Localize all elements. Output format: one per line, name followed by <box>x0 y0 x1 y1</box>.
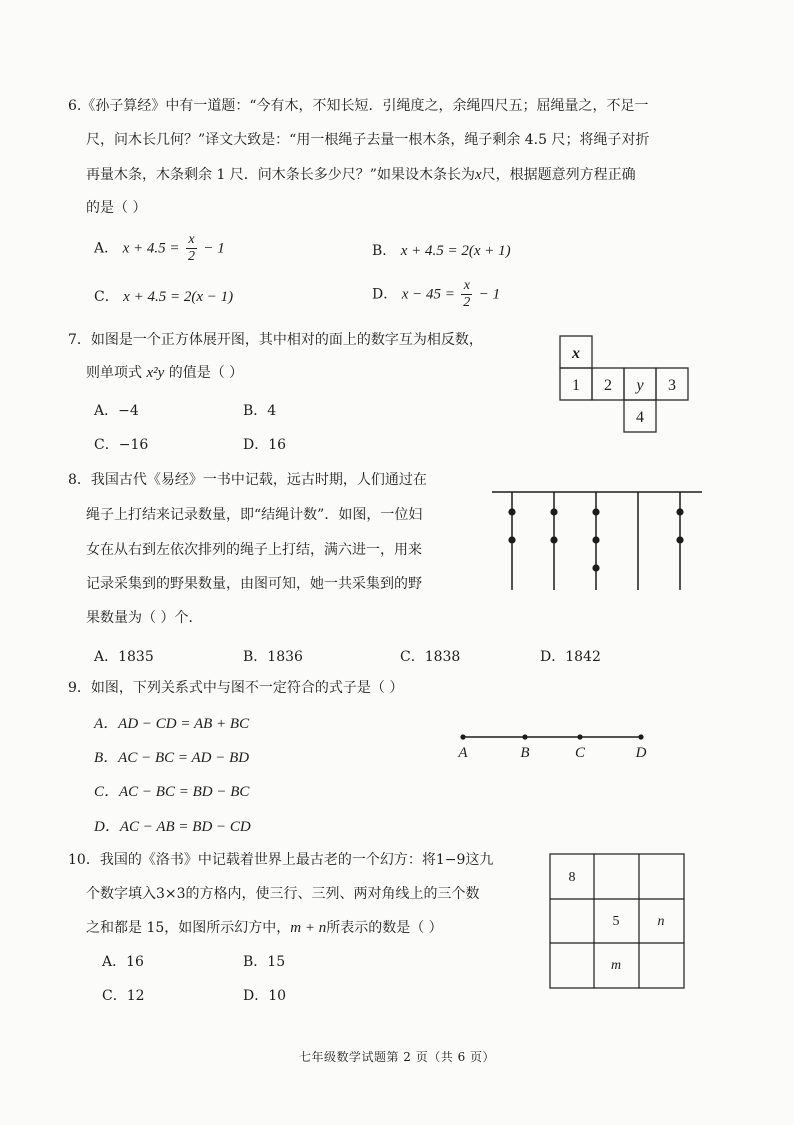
q6-option-d: D． x − 45 = $\frac{x}{2}$ − 1 <box>372 278 501 310</box>
q9-option-b: B．AC − BC = AD − BD <box>94 750 250 766</box>
point-a-label: A <box>458 745 468 761</box>
point-c-dot <box>577 734 582 739</box>
q9-line-1: 9．如图，下列关系式中与图不一定符合的式子是（ ） <box>68 680 404 696</box>
q6-line-3: 再量木条，木条剩余 1 尺．问木条长多少尺？”如果设木条长为x尺，根据题意列方程正确 <box>86 167 636 183</box>
cube-net-figure <box>556 334 696 436</box>
magic-cell-6: n <box>657 914 665 929</box>
q10-line-2: 个数字填入3×3的方格内，使三行、三列、两对角线上的三个数 <box>86 886 480 902</box>
knot-3-3 <box>592 564 599 571</box>
point-d-dot <box>638 734 643 739</box>
q8-line-5: 果数量为（ ）个． <box>86 610 203 626</box>
q10-line-1: 10．我国的《洛书》中记载着世界上最古老的一个幻方：将1−9这九 <box>68 852 494 868</box>
q8-line-1: 8．我国古代《易经》一书中记载，远古时期，人们通过在 <box>68 472 427 488</box>
segment-figure <box>452 726 652 762</box>
point-d-label: D <box>635 745 647 761</box>
q10-option-c: C．12 <box>102 988 145 1004</box>
net-label-row-1: 1 <box>572 377 580 394</box>
knot-5-1 <box>676 508 683 515</box>
q6-option-d-fraction: $\frac{x}{2}$ <box>463 278 471 310</box>
knot-2-1 <box>550 508 557 515</box>
q8-line-3: 女在从右到左依次排列的绳子上打结，满六进一，用来 <box>86 542 422 558</box>
point-b-label: B <box>520 745 530 761</box>
magic-square-figure <box>548 852 688 992</box>
net-label-top: x <box>572 345 580 362</box>
page-footer: 七年级数学试题第 2 页（共 6 页） <box>298 1050 496 1064</box>
q6-option-a-fraction: $\frac{x}{2}$ <box>187 232 195 264</box>
q10-option-a: A．16 <box>102 954 144 970</box>
q7-option-b: B．4 <box>243 403 277 419</box>
q9-option-a: A．AD − CD = AB + BC <box>94 716 250 732</box>
knot-3-1 <box>592 508 599 515</box>
knot-1-1 <box>508 508 515 515</box>
q6-line-2: 尺，问木长几何？”译文大致是：“用一根绳子去量一根木条，绳子剩余 4.5 尺；将绳子对折 <box>86 132 650 148</box>
knot-3-2 <box>592 536 599 543</box>
q8-line-4: 记录采集到的野果数量，由图可知，她一共采集到的野 <box>86 576 422 592</box>
q6-option-c: C． x + 4.5 = 2(x − 1) <box>94 289 234 305</box>
q8-option-b: B．1836 <box>243 649 303 665</box>
q6-option-b: B． x + 4.5 = 2(x + 1) <box>372 243 511 259</box>
point-a-dot <box>460 734 465 739</box>
q7-option-c: C．−16 <box>94 437 149 453</box>
q9-option-d: D．AC − AB = BD − CD <box>94 819 251 835</box>
q7-line-2: 则单项式 x²y 的值是（ ） <box>86 365 244 381</box>
net-label-row-2: 2 <box>604 377 612 394</box>
net-label-row-4: 3 <box>668 377 676 394</box>
q9-option-c: C．AC − BC = BD − BC <box>94 784 250 800</box>
q8-option-d: D．1842 <box>540 649 601 665</box>
q6-line-4: 的是（ ） <box>86 200 147 216</box>
net-label-bottom: 4 <box>636 409 644 426</box>
knot-2-2 <box>550 536 557 543</box>
q6-line-1: 6.《孙子算经》中有一道题：“今有木，不知长短．引绳度之，余绳四尺五；屈绳量之，不足一 <box>68 98 649 114</box>
q10-option-d: D．10 <box>243 988 287 1004</box>
q6-option-a: A． x + 4.5 = $\frac{x}{2}$ − 1 <box>94 232 225 264</box>
q8-option-c: C．1838 <box>400 649 461 665</box>
q8-line-2: 绳子上打结来记录数量，即“结绳计数”．如图，一位妇 <box>86 507 423 523</box>
knot-1-2 <box>508 536 515 543</box>
magic-cell-1: 8 <box>568 870 576 885</box>
q7-option-d: D．16 <box>243 437 287 453</box>
q8-option-a: A．1835 <box>94 649 154 665</box>
q7-option-a: A．−4 <box>94 403 139 419</box>
magic-cell-8: m <box>610 958 622 973</box>
knot-ropes-figure <box>488 484 708 594</box>
q10-option-b: B．15 <box>243 954 286 970</box>
magic-cell-5: 5 <box>612 914 620 929</box>
net-label-row-3: y <box>636 377 644 394</box>
point-c-label: C <box>574 745 586 761</box>
q10-line-3: 之和都是 15，如图所示幻方中，m + n所表示的数是（ ） <box>86 920 443 936</box>
knot-5-2 <box>676 536 683 543</box>
q7-line-1: 7．如图是一个正方体展开图，其中相对的面上的数字互为相反数， <box>68 332 483 348</box>
point-b-dot <box>522 734 527 739</box>
